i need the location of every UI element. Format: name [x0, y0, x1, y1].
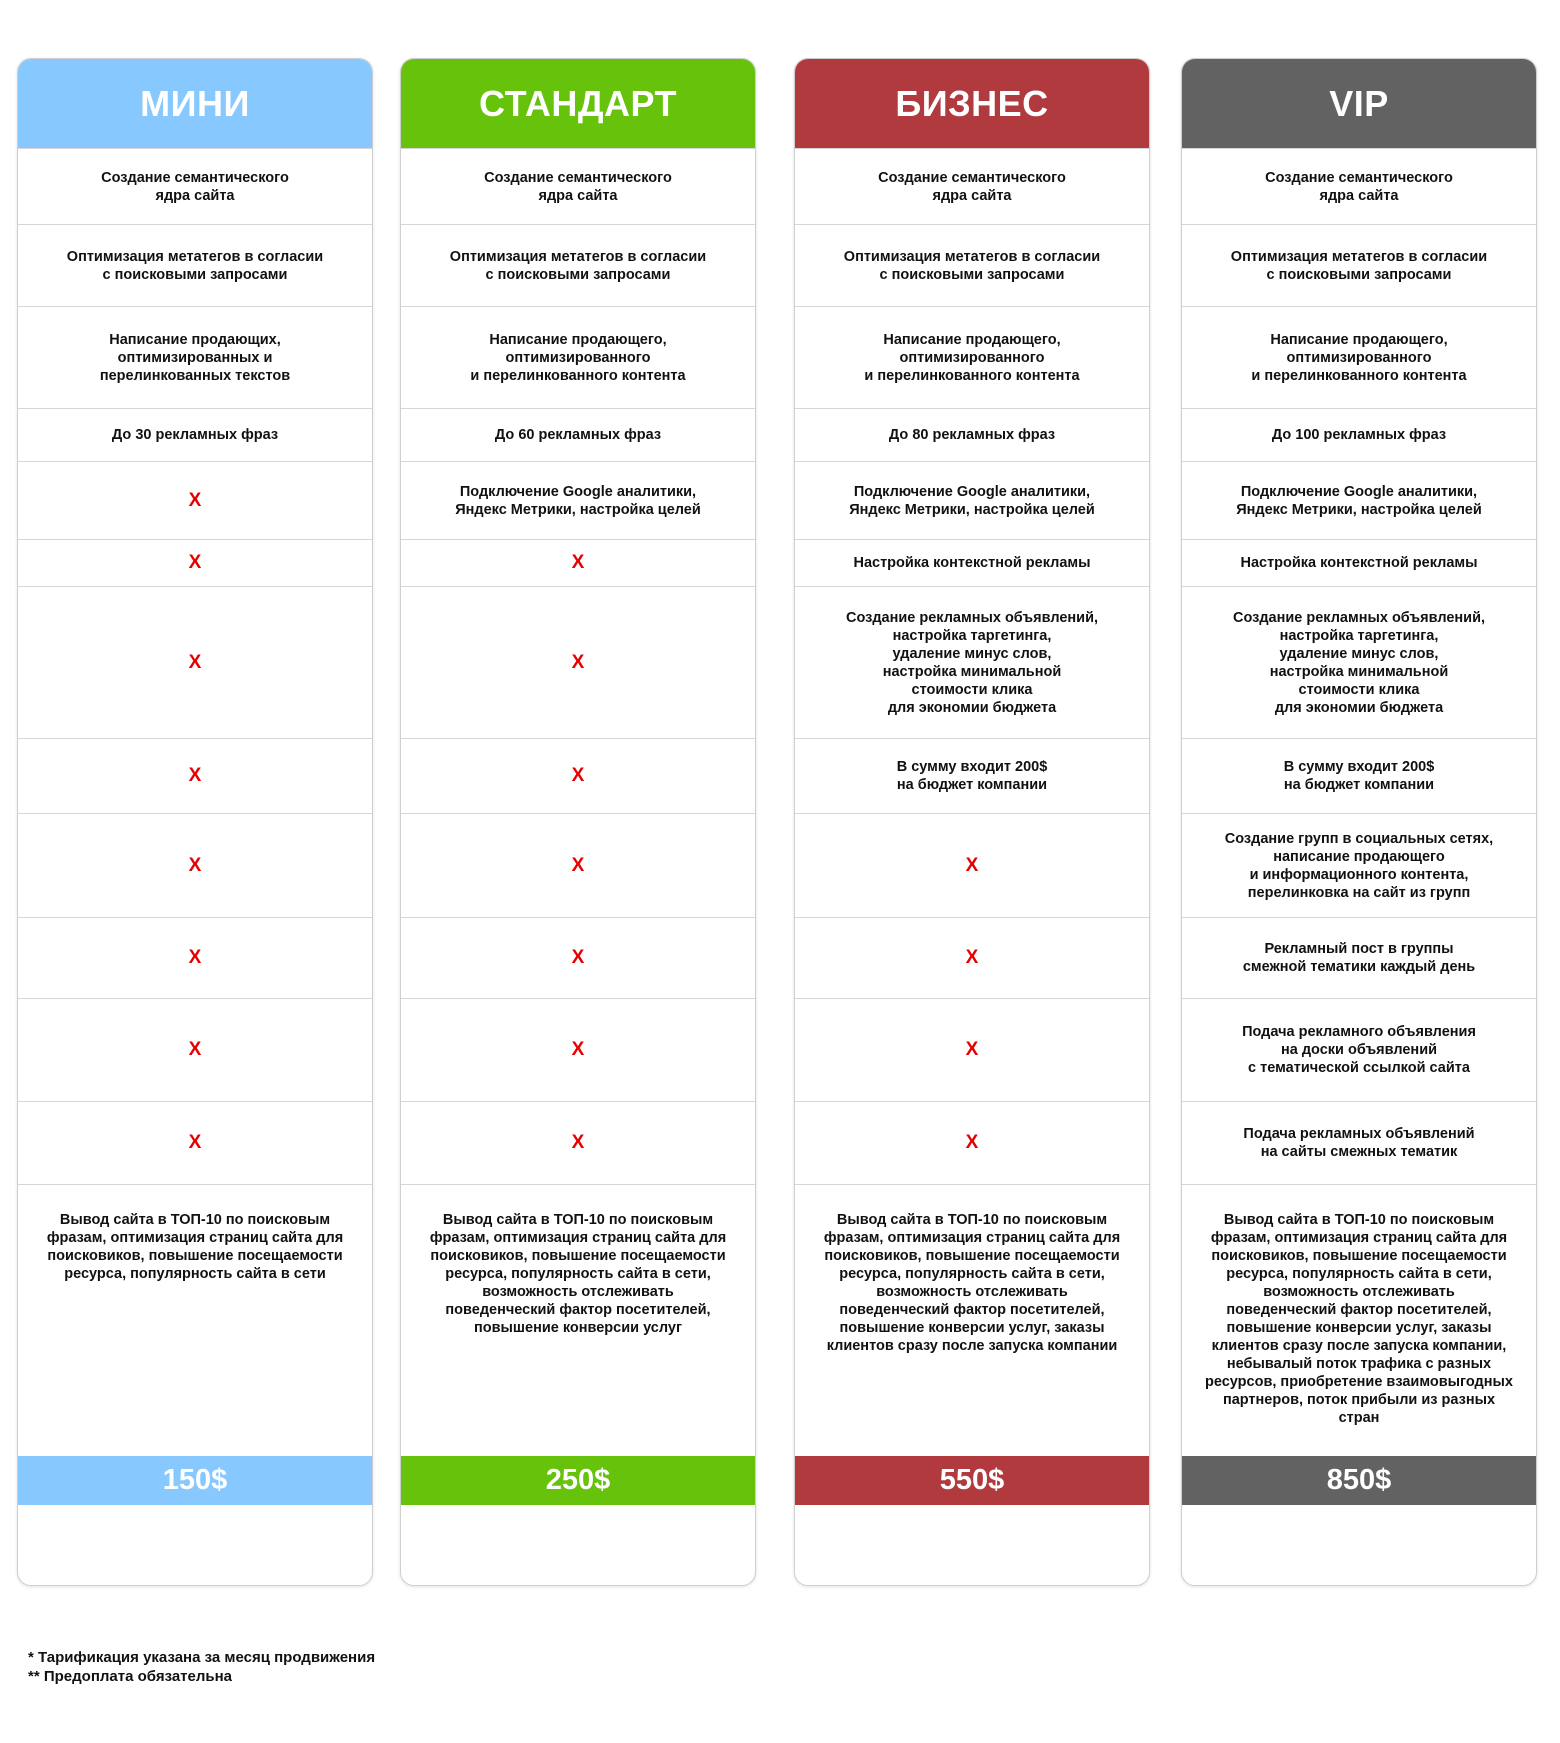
cross-icon: X	[188, 651, 202, 673]
feature-text: Подключение Google аналитики, Яндекс Метрики, настройка целей	[455, 483, 701, 518]
feature-row-unavailable	[795, 814, 1149, 918]
feature-text: Настройка контекстной рекламы	[1240, 555, 1478, 571]
plan-price: 550$	[795, 1456, 1149, 1505]
feature-text: Написание продающего, оптимизированного и перелинкованного контента	[864, 331, 1080, 384]
feature-list	[18, 148, 372, 1456]
feature-text: В сумму входит 200$ на бюджет компании	[896, 759, 1048, 793]
plan-title: БИЗНЕС	[795, 59, 1149, 148]
feature-text: Создание семантического ядра сайта	[878, 169, 1066, 204]
feature-row-unavailable	[18, 814, 372, 918]
footnote-prepayment: ** Предоплата обязательна	[28, 1668, 233, 1685]
feature-text: Написание продающего, оптимизированного и перелинкованного контента	[470, 331, 686, 384]
feature-row-unavailable	[18, 540, 372, 587]
feature-text: До 30 рекламных фраз	[111, 427, 279, 443]
cross-icon: X	[188, 552, 202, 573]
feature-row-unavailable	[18, 999, 372, 1102]
feature-row	[1182, 587, 1536, 739]
cross-icon: X	[188, 765, 202, 786]
feature-row-unavailable	[18, 739, 372, 814]
feature-row	[1182, 1102, 1536, 1185]
feature-text: Написание продающего, оптимизированного и перелинкованного контента	[1251, 331, 1467, 384]
feature-row-unavailable	[18, 1102, 372, 1185]
cross-icon: X	[188, 489, 202, 511]
feature-row	[18, 409, 372, 462]
cross-icon: X	[965, 1039, 979, 1060]
feature-text: Вывод сайта в ТОП-10 по поисковым фразам, оптимизация страниц сайта для поисковиков, повышение посещаемости ресурса, популярность сайта в сети	[46, 1212, 344, 1282]
feature-row	[401, 225, 755, 307]
cross-icon: X	[188, 947, 202, 968]
plan-card-vip	[1181, 58, 1537, 1586]
card-footer-space	[795, 1505, 1149, 1586]
feature-row-unavailable	[401, 918, 755, 999]
card-footer-space	[1182, 1505, 1536, 1586]
feature-row-unavailable	[795, 999, 1149, 1102]
feature-text: Создание групп в социальных сетях, написание продающего и информационного контента, перелинковка на сайт из групп	[1224, 830, 1494, 901]
feature-text: Создание семантического ядра сайта	[1265, 169, 1453, 204]
cross-icon: X	[188, 854, 202, 876]
cross-icon: X	[571, 552, 585, 573]
feature-row	[18, 1185, 372, 1456]
feature-text: Создание семантического ядра сайта	[101, 169, 289, 204]
cross-icon: X	[965, 1132, 979, 1153]
feature-text: Оптимизация метатегов в согласии с поисковыми запросами	[843, 248, 1101, 283]
feature-row	[795, 739, 1149, 814]
feature-row-unavailable	[795, 1102, 1149, 1185]
feature-text: Написание продающих, оптимизированных и перелинкованных текстов	[99, 331, 291, 384]
feature-text: Создание семантического ядра сайта	[484, 169, 672, 204]
feature-row	[18, 225, 372, 307]
feature-row	[18, 307, 372, 409]
plan-card-standard	[400, 58, 756, 1586]
feature-row	[1182, 149, 1536, 225]
feature-row	[795, 540, 1149, 587]
cross-icon: X	[571, 765, 585, 786]
plan-card-mini	[17, 58, 373, 1586]
feature-row	[401, 1185, 755, 1456]
feature-row	[795, 225, 1149, 307]
feature-text: Подача рекламных объявлений на сайты смежных тематик	[1243, 1126, 1475, 1160]
feature-text: Подключение Google аналитики, Яндекс Метрики, настройка целей	[1236, 483, 1482, 518]
plan-price: 150$	[18, 1456, 372, 1505]
feature-row	[795, 307, 1149, 409]
feature-text: Настройка контекстной рекламы	[853, 555, 1091, 571]
feature-row	[1182, 918, 1536, 999]
feature-row	[401, 462, 755, 540]
feature-row-unavailable	[401, 814, 755, 918]
feature-text: Подача рекламного объявления на доски объявлений с тематической ссылкой сайта	[1242, 1024, 1476, 1076]
cross-icon: X	[965, 947, 979, 968]
feature-text: Рекламный пост в группы смежной тематики каждый день	[1242, 941, 1476, 975]
cross-icon: X	[965, 854, 979, 876]
cross-icon: X	[571, 947, 585, 968]
feature-text: Оптимизация метатегов в согласии с поисковыми запросами	[66, 248, 324, 283]
feature-row	[1182, 307, 1536, 409]
feature-row	[401, 409, 755, 462]
feature-list	[1182, 148, 1536, 1456]
feature-row-unavailable	[18, 918, 372, 999]
feature-row	[401, 149, 755, 225]
feature-row-unavailable	[401, 587, 755, 739]
feature-text: Подключение Google аналитики, Яндекс Метрики, настройка целей	[849, 483, 1095, 518]
cross-icon: X	[188, 1132, 202, 1153]
feature-row	[1182, 462, 1536, 540]
feature-row	[1182, 1185, 1536, 1456]
feature-row	[1182, 409, 1536, 462]
card-footer-space	[18, 1505, 372, 1586]
feature-row	[1182, 225, 1536, 307]
plan-title: VIP	[1182, 59, 1536, 148]
feature-row-unavailable	[795, 918, 1149, 999]
cross-icon: X	[571, 854, 585, 876]
feature-row	[795, 462, 1149, 540]
feature-text: До 80 рекламных фраз	[888, 427, 1056, 443]
feature-text: Вывод сайта в ТОП-10 по поисковым фразам, оптимизация страниц сайта для поисковиков, повышение посещаемости ресурса, популярность сайта в сети, возможность отслеживать поведенческий фактор посетителей, повышение конверсии услуг, заказы клиентов сразу после запуска компании, небывалый поток трафика с разных ресурсов, приобретение взаимовыгодных партнеров, поток прибыли из разных стран	[1205, 1212, 1513, 1426]
pricing-plans	[0, 58, 1560, 1588]
feature-row-unavailable	[401, 999, 755, 1102]
feature-row-unavailable	[401, 739, 755, 814]
feature-row-unavailable	[401, 540, 755, 587]
feature-row	[401, 307, 755, 409]
feature-row-unavailable	[18, 462, 372, 540]
footnote-billing: * Тарификация указана за месяц продвижения	[28, 1649, 376, 1666]
feature-row	[1182, 739, 1536, 814]
cross-icon: X	[571, 651, 585, 673]
feature-row	[1182, 814, 1536, 918]
plan-card-business	[794, 58, 1150, 1586]
feature-list	[401, 148, 755, 1456]
feature-text: В сумму входит 200$ на бюджет компании	[1283, 759, 1435, 793]
footnotes	[28, 1648, 375, 1686]
plan-title: СТАНДАРТ	[401, 59, 755, 148]
feature-row	[1182, 999, 1536, 1102]
cross-icon: X	[188, 1039, 202, 1060]
feature-text: Создание рекламных объявлений, настройка таргетинга, удаление минус слов, настройка минимальной стоимости клика для экономии бюджета	[845, 609, 1099, 716]
feature-row-unavailable	[401, 1102, 755, 1185]
feature-list	[795, 148, 1149, 1456]
feature-text: Создание рекламных объявлений, настройка таргетинга, удаление минус слов, настройка минимальной стоимости клика для экономии бюджета	[1232, 609, 1486, 716]
cross-icon: X	[571, 1039, 585, 1060]
plan-price: 250$	[401, 1456, 755, 1505]
plan-price: 850$	[1182, 1456, 1536, 1505]
feature-text: До 100 рекламных фраз	[1271, 427, 1447, 443]
feature-row	[1182, 540, 1536, 587]
cross-icon: X	[571, 1132, 585, 1153]
feature-row	[18, 149, 372, 225]
feature-text: Вывод сайта в ТОП-10 по поисковым фразам, оптимизация страниц сайта для поисковиков, повышение посещаемости ресурса, популярность сайта в сети, возможность отслеживать поведенческий фактор посетителей, повышение конверсии услуг, заказы клиентов сразу после запуска компании	[823, 1212, 1121, 1354]
feature-row	[795, 409, 1149, 462]
plan-title: МИНИ	[18, 59, 372, 148]
feature-row	[795, 587, 1149, 739]
feature-text: До 60 рекламных фраз	[494, 427, 662, 443]
feature-text: Вывод сайта в ТОП-10 по поисковым фразам, оптимизация страниц сайта для поисковиков, повышение посещаемости ресурса, популярность сайта в сети, возможность отслеживать поведенческий фактор посетителей, повышение конверсии услуг	[429, 1212, 727, 1336]
feature-row	[795, 149, 1149, 225]
feature-text: Оптимизация метатегов в согласии с поисковыми запросами	[449, 248, 707, 283]
feature-row	[795, 1185, 1149, 1456]
feature-row-unavailable	[18, 587, 372, 739]
card-footer-space	[401, 1505, 755, 1586]
feature-text: Оптимизация метатегов в согласии с поисковыми запросами	[1230, 248, 1488, 283]
